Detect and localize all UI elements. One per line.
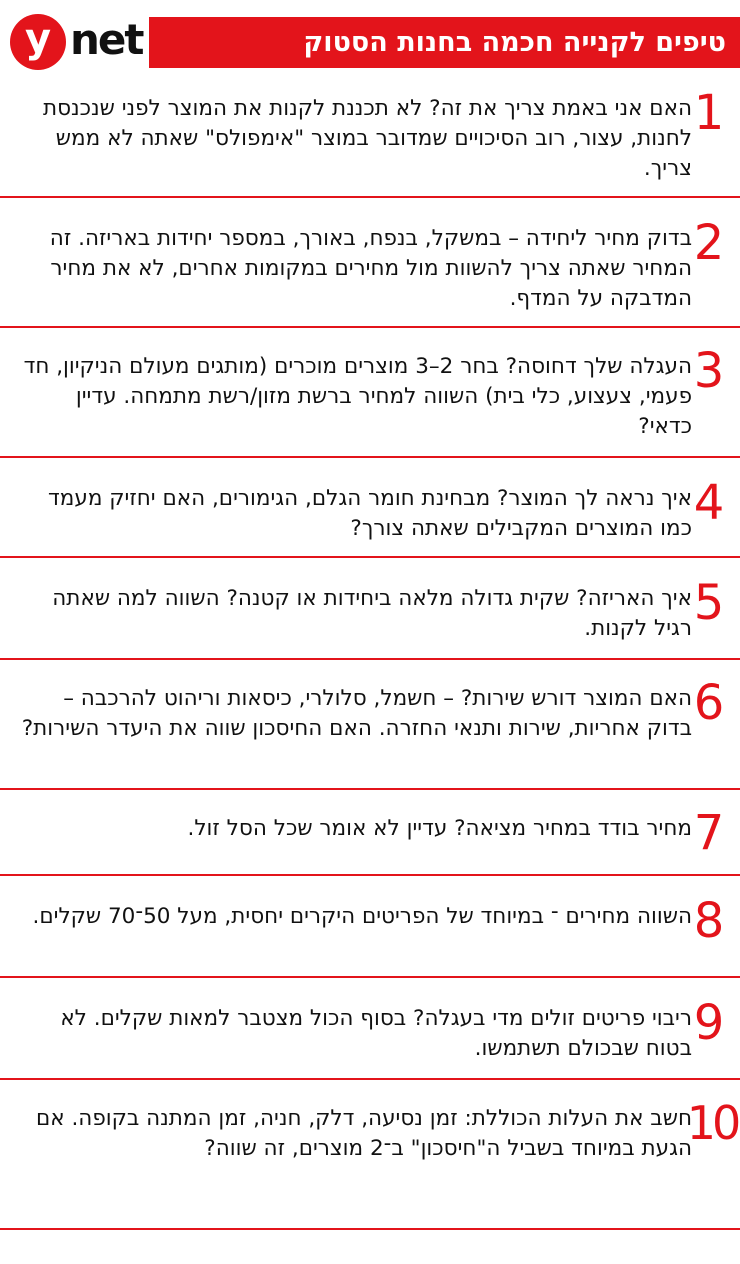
logo-net-text: net (70, 15, 143, 64)
divider (0, 788, 740, 790)
tip-number: 6 (693, 675, 725, 731)
divider (0, 976, 740, 978)
tip-text: חשב את העלות הכוללת: זמן נסיעה, דלק, חניה, זמן המתנה בקופה. אם הגעת במיוחד בשביל ה"חיסכון" ב־2 מוצרים, זה שווה? (35, 1106, 692, 1161)
divider (0, 1078, 740, 1080)
tip-number: 7 (693, 805, 725, 861)
logo-y-letter: y (24, 16, 52, 62)
divider (0, 874, 740, 876)
divider (0, 456, 740, 458)
tip-text: העגלה שלך דחוסה? בחר 2–3 מוצרים מוכרים (מותגים מעולם הניקיון, חד פעמי, צעצוע, כלי בית) השווה למחיר ברשת מזון/רשת מתמחה. עדיין כדאי? (23, 354, 692, 439)
page-title: טיפים לקנייה חכמה בחנות הסטוק (303, 27, 726, 58)
tip-number: 8 (693, 893, 725, 949)
tip-number: 2 (693, 215, 725, 271)
tip-text: ריבוי פריטים זולים מדי בעגלה? בסוף הכול מצטבר למאות שקלים. לא בטוח שבכולם תשתמשו. (60, 1006, 692, 1061)
tip-number: 9 (693, 995, 725, 1051)
divider (0, 326, 740, 328)
tip-text: האם המוצר דורש שירות? – חשמל, סלולרי, כיסאות וריהוט להרכבה – בדוק אחריות, שירות ותנאי החזרה. האם החיסכון שווה את היעדר השירות? (21, 686, 692, 741)
tip-text: איך האריזה? שקית גדולה מלאה ביחידות או קטנה? השווה למה שאתה רגיל לקנות. (52, 586, 692, 641)
tip-number: 5 (693, 575, 725, 631)
tip-number: 10 (686, 1096, 738, 1150)
divider (0, 196, 740, 198)
tip-text: השווה מחירים ־ במיוחד של הפריטים היקרים יחסית, מעל 50־70 שקלים. (32, 904, 692, 929)
divider (0, 1228, 740, 1230)
tip-text: בדוק מחיר ליחידה – במשקל, בנפח, באורך, במספר יחידות באריזה. זה המחיר שאתה צריך להשוות מול מחירים במקומות אחרים, לא את מחיר המדבקה על המדף. (49, 226, 692, 311)
divider (0, 658, 740, 660)
tip-number: 1 (693, 85, 725, 141)
tip-number: 4 (693, 475, 725, 531)
tip-text: האם אני באמת צריך את זה? לא תכננת לקנות את המוצר לפני שנכנסת לחנות, עצור, רוב הסיכויים שמדובר במוצר "אימפולס" שאתה לא ממש צריך. (42, 96, 692, 181)
tip-number: 3 (693, 343, 725, 399)
tip-text: איך נראה לך המוצר? מבחינת חומר הגלם, הגימורים, האם יחזיק מעמד כמו המוצרים המקבילים שאתה צורך? (48, 486, 692, 541)
divider (0, 556, 740, 558)
tip-text: מחיר בודד במחיר מציאה? עדיין לא אומר שכל הסל זול. (187, 816, 692, 841)
